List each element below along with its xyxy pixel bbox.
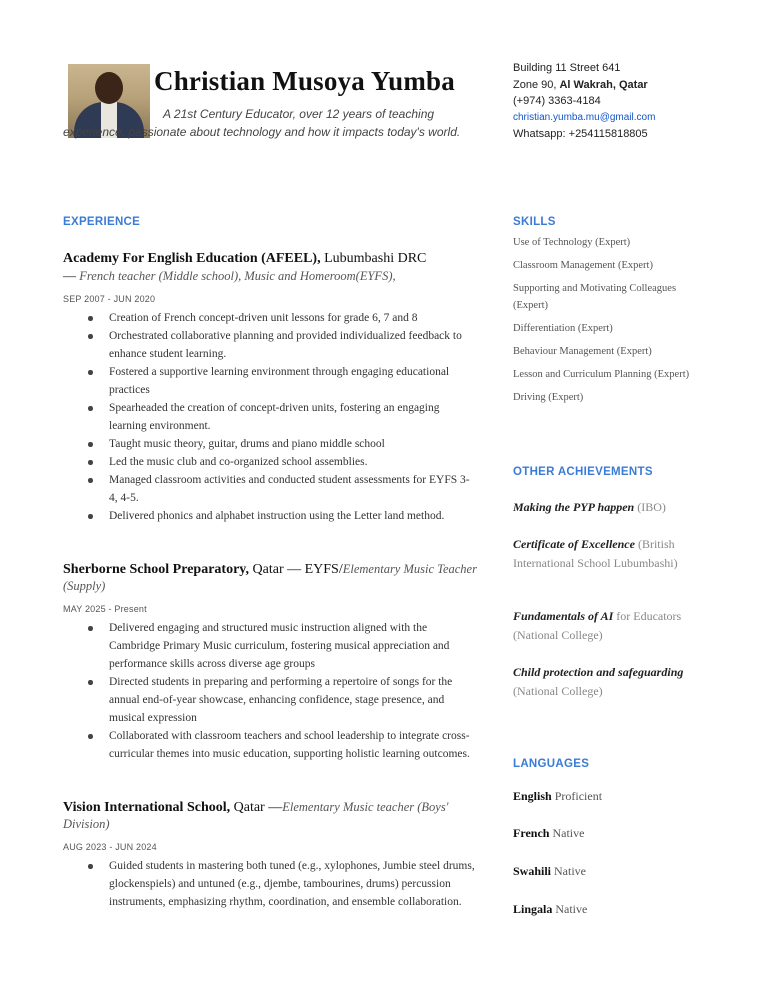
job-place: Lubumbashi DRC [320, 251, 427, 266]
list-item: Managed classroom activities and conducted student assessments for EYFS 3-4, 4-5. [109, 471, 478, 507]
languages-heading: LANGUAGES [513, 758, 590, 770]
achievement-title: Fundamentals of AI [513, 609, 614, 623]
achievement-detail: (National College) [513, 683, 603, 698]
tagline: A 21st Century Educator, over 12 years of teaching experience, passionate about technology and how it impacts today's world. [63, 107, 461, 139]
achievement-item [513, 535, 703, 572]
skill-item: Classroom Management (Expert) [513, 260, 653, 271]
skill-item: Lesson and Curriculum Planning (Expert) [513, 369, 690, 380]
job-dash: — [63, 268, 80, 283]
job-header [63, 799, 478, 833]
job-sherborne [63, 561, 478, 763]
language-name: Swahili [513, 864, 552, 878]
skill-item: Behaviour Management (Expert) [513, 346, 652, 357]
language-name: Lingala [513, 902, 553, 916]
achievement-detail: (IBO) [634, 500, 666, 514]
job-header [63, 250, 478, 285]
job-afeel [63, 250, 478, 525]
job-bullets [63, 309, 478, 525]
job-dates: MAY 2025 - Present [63, 604, 147, 614]
list-item: Guided students in mastering both tuned (e.g., xylophones, Jumbie steel drums, glockenspiels) and untuned (e.g., djembe, tambourines, drums) percussion instruments, emphasizing rhythm, coordination, and ensemble collaboration. [109, 857, 478, 911]
job-org: Academy For English Education (AFEEL), [63, 251, 321, 266]
skill-item: Use of Technology (Expert) [513, 237, 631, 248]
language-name: French [513, 826, 550, 840]
job-header [63, 561, 478, 595]
achievement-detail: for Educators (National College) [513, 609, 682, 642]
list-item: Creation of French concept-driven unit lessons for grade 6, 7 and 8 [109, 309, 478, 327]
experience-heading: EXPERIENCE [63, 216, 141, 228]
job-role: French teacher (Middle school), Music and Homeroom(EYFS), [79, 269, 396, 283]
list-item: Collaborated with classroom teachers and school leadership to integrate cross-curricular themes into music education, supporting holistic learning outcomes. [109, 727, 478, 763]
language-item [513, 826, 584, 841]
language-level: Native [552, 902, 588, 916]
whatsapp-number: Whatsapp: +254115818805 [513, 128, 648, 140]
list-item: Spearheaded the creation of concept-driven units, fostering an engaging learning environment. [109, 399, 478, 435]
skills-list [513, 234, 713, 412]
list-item: Led the music club and co-organized school assemblies. [109, 453, 478, 471]
achievement-item [513, 663, 703, 700]
address-city: Al Wakrah, Qatar [559, 78, 648, 91]
job-dates: SEP 2007 - JUN 2020 [63, 294, 156, 304]
contact-block [513, 60, 655, 143]
language-level: Native [551, 864, 587, 878]
achievement-title: Making the PYP happen [513, 500, 635, 514]
language-item [513, 864, 586, 879]
language-level: Native [549, 826, 585, 840]
job-dates: AUG 2023 - JUN 2024 [63, 842, 157, 852]
address-line-1: Building 11 Street 641 [513, 62, 621, 74]
skills-heading: SKILLS [513, 216, 556, 228]
achievement-title: Certificate of Excellence [513, 537, 635, 551]
achievement-item [513, 498, 703, 517]
phone-number: (+974) 3363-4184 [513, 95, 601, 107]
list-item: Directed students in preparing and performing a repertoire of songs for the annual end-of-year showcase, enhancing confidence, stage presence, and musical expression [109, 673, 478, 727]
candidate-name: Christian Musoya Yumba [154, 66, 455, 96]
job-role: Elementary Music Teacher (Supply) [63, 562, 477, 593]
job-place: Qatar — EYFS/ [249, 562, 343, 577]
language-level: Proficient [551, 789, 603, 803]
address-line-2 [513, 77, 655, 94]
language-item [513, 789, 602, 804]
list-item: Delivered engaging and structured music instruction aligned with the Cambridge Primary Music curriculum, fostering musical appreciation and performance skills across diverse age groups [109, 619, 478, 673]
job-vision [63, 799, 478, 911]
list-item: Orchestrated collaborative planning and provided individualized feedback to enhance student learning. [109, 327, 478, 363]
skill-item: Driving (Expert) [513, 392, 584, 403]
job-role: Elementary Music teacher (Boys' Division) [63, 800, 449, 831]
job-bullets [63, 619, 478, 763]
language-name: English [513, 789, 552, 803]
job-org: Vision International School, [63, 800, 231, 815]
list-item: Fostered a supportive learning environment through engaging educational practices [109, 363, 478, 399]
achievements-heading: OTHER ACHIEVEMENTS [513, 466, 653, 478]
achievement-title: Child protection and safeguarding [513, 665, 684, 679]
skill-item: Differentiation (Expert) [513, 323, 613, 334]
list-item: Delivered phonics and alphabet instruction using the Letter land method. [109, 507, 478, 525]
photo-head-shape [95, 72, 123, 104]
language-item [513, 902, 587, 917]
achievement-item [513, 607, 703, 644]
skill-item: Supporting and Motivating Colleagues (Expert) [513, 283, 677, 311]
job-place: Qatar — [230, 800, 283, 815]
achievement-detail: (British International School Lubumbashi) [513, 537, 678, 570]
list-item: Taught music theory, guitar, drums and piano middle school [109, 435, 478, 453]
email-link[interactable]: christian.yumba.mu@gmail.com [513, 111, 656, 123]
address-zone: Zone 90, [513, 78, 560, 91]
job-org: Sherborne School Preparatory, [63, 562, 250, 577]
job-bullets [63, 857, 478, 911]
